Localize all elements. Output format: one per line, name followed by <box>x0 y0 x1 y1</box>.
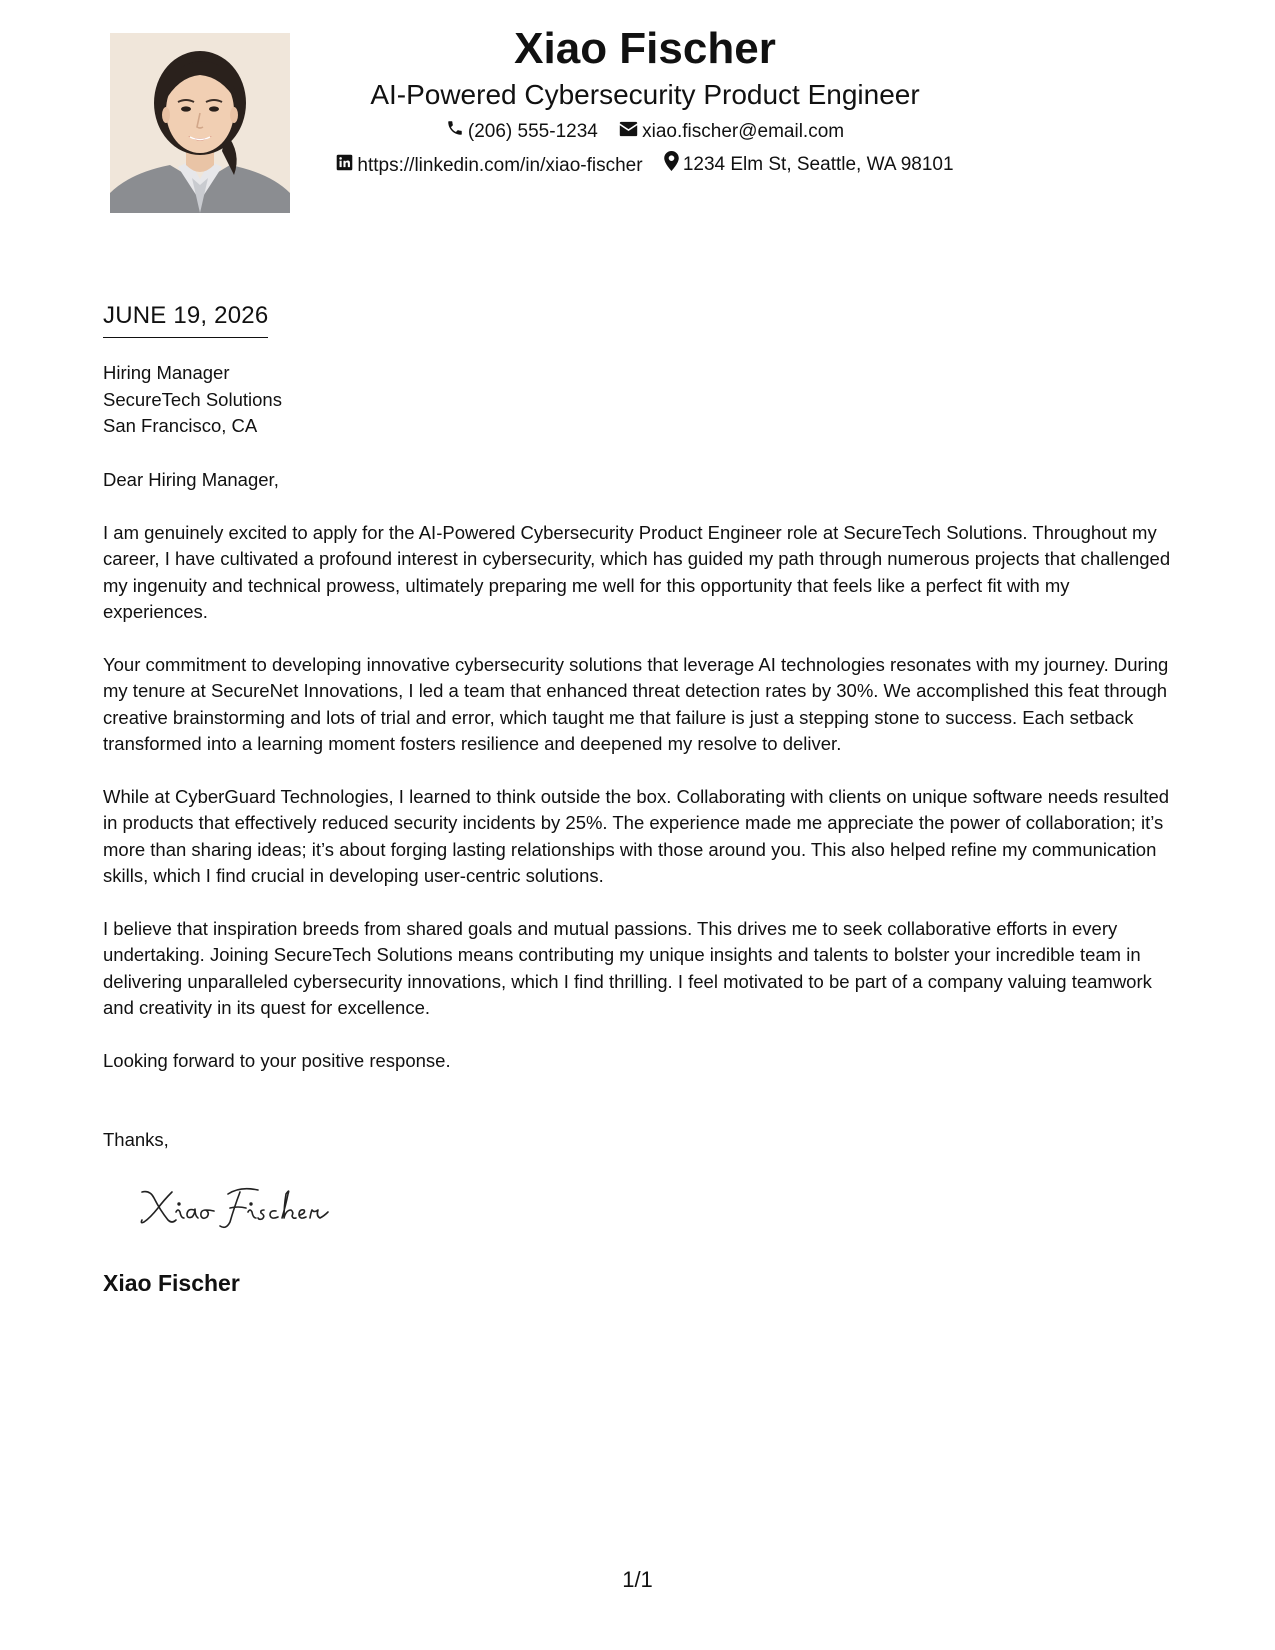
recipient-line: Hiring Manager <box>103 362 230 383</box>
email-contact[interactable] <box>619 120 844 144</box>
contact-row-2 <box>300 151 990 178</box>
email-address: xiao.fischer@email.com <box>642 121 845 142</box>
applicant-name: Xiao Fischer <box>514 24 776 73</box>
profile-photo <box>110 33 290 213</box>
contact-row-1 <box>300 119 990 144</box>
closing: Thanks, <box>103 1129 169 1150</box>
body-paragraph: Looking forward to your positive response. <box>103 1049 451 1071</box>
recipient-block <box>103 360 282 440</box>
header <box>300 20 990 178</box>
recipient-line: SecureTech Solutions <box>103 388 282 410</box>
letter-date: JUNE 19, 2026 <box>103 300 268 338</box>
envelope-icon <box>619 120 642 144</box>
linkedin-url: https://linkedin.com/in/xiao-fischer <box>357 155 643 176</box>
page-number: 1/1 <box>622 1567 653 1592</box>
street-address: 1234 Elm St, Seattle, WA 98101 <box>682 153 954 175</box>
letter-body <box>103 467 1178 1100</box>
body-paragraph: I believe that inspiration breeds from shared goals and mutual passions. This drives me to seek collaborative efforts in every undertaking. Joining SecureTech Solutions means contributing my unique insights and talents to bolster your incredible team in delivering unparalleled cybersecurity innovations, which I find thrilling. I feel motivated to be part of a company valuing teamwork and creativity in its quest for excellence. <box>103 917 1152 1018</box>
body-paragraph: While at CyberGuard Technologies, I learned to think outside the box. Collaborating with clients on unique software needs resulted in products that effectively reduced security incidents by 25%. The experience made me appreciate the power of collaboration; it’s more than sharing ideas; it’s about forging lasting relationships with those around you. This also helped refine my communication skills, which I find crucial in developing user-centric solutions. <box>103 785 1170 886</box>
body-paragraph: I am genuinely excited to apply for the AI-Powered Cybersecurity Product Engineer role at SecureTech Solutions. Throughout my career, I have cultivated a profound interest in cybersecurity, which has guided my path through numerous projects that challenged my ingenuity and technical prowess, ultimately preparing me well for this opportunity that feels like a perfect fit with my experiences. <box>103 521 1171 622</box>
signer-name: Xiao Fischer <box>103 1270 240 1296</box>
handwritten-signature <box>136 1178 336 1238</box>
body-paragraph: Your commitment to developing innovative cybersecurity solutions that leverage AI technologies resonates with my journey. During my tenure at SecureNet Innovations, I led a team that enhanced threat detection rates by 30%. We accomplished this feat through creative brainstorming and lots of trial and error, which taught me that failure is just a stepping stone to success. Each setback transformed into a learning moment fosters resilience and deepened my resolve to deliver. <box>103 653 1169 754</box>
phone-contact <box>446 119 598 144</box>
address-contact <box>664 151 954 178</box>
job-title: AI-Powered Cybersecurity Product Engineer <box>370 79 920 110</box>
phone-number: (206) 555-1234 <box>467 120 598 142</box>
salutation: Dear Hiring Manager, <box>103 469 279 490</box>
linkedin-contact[interactable] <box>336 154 642 178</box>
phone-icon <box>446 119 468 144</box>
linkedin-icon <box>336 154 357 178</box>
recipient-line: San Francisco, CA <box>103 415 258 436</box>
map-pin-icon <box>664 151 683 178</box>
